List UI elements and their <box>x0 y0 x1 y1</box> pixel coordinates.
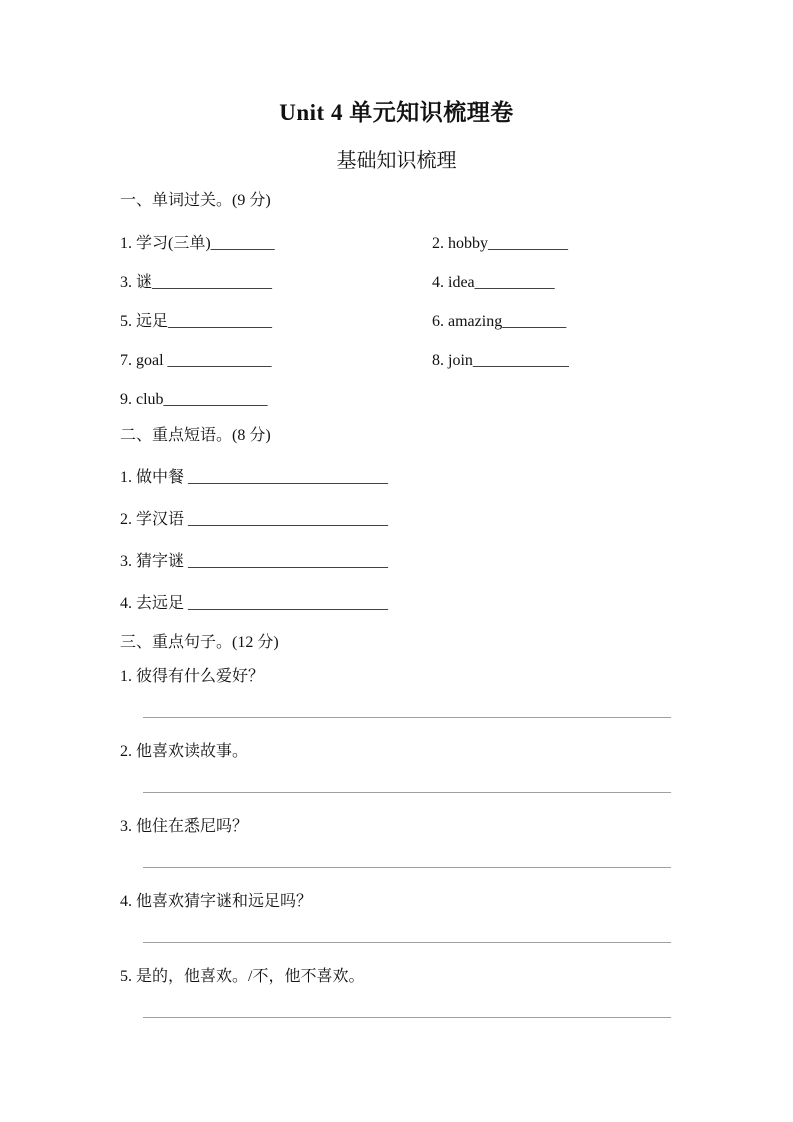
word-list <box>120 233 703 411</box>
word-item-4: 4. idea__________ <box>432 274 555 291</box>
phrase-item-3: 3. 猜字谜 _________________________ <box>120 553 389 570</box>
word-item-5: 5. 远足_____________ <box>120 313 273 330</box>
question-2: 2. 他喜欢读故事。 <box>120 743 249 760</box>
page-title: Unit 4 单元知识梳理卷 <box>279 100 514 125</box>
word-item-6: 6. amazing________ <box>432 313 567 330</box>
answer-line-3: __________________________________________________________________ <box>143 853 671 870</box>
answer-line-5: __________________________________________________________________ <box>143 1003 671 1020</box>
phrase-item-1: 1. 做中餐 _________________________ <box>120 469 389 486</box>
phrase-item-2: 2. 学汉语 _________________________ <box>120 511 389 528</box>
section2-heading: 二、重点短语。(8 分) <box>120 427 271 444</box>
page-subtitle: 基础知识梳理 <box>336 150 457 172</box>
word-item-2: 2. hobby__________ <box>432 235 568 252</box>
word-item-7: 7. goal _____________ <box>120 352 272 369</box>
phrase-item-4: 4. 去远足 _________________________ <box>120 595 389 612</box>
worksheet-content <box>120 190 703 1023</box>
section1-heading: 一、单词过关。(9 分) <box>120 192 271 209</box>
word-item-8: 8. join____________ <box>432 352 569 369</box>
word-item-3: 3. 谜_______________ <box>120 274 273 291</box>
section3-heading: 三、重点句子。(12 分) <box>120 634 279 651</box>
word-item-1: 1. 学习(三单)________ <box>120 235 275 252</box>
question-1: 1. 彼得有什么爱好？ <box>120 668 265 685</box>
answer-line-2: __________________________________________________________________ <box>143 778 671 795</box>
question-5: 5. 是的，他喜欢。/不，他不喜欢。 <box>120 968 365 985</box>
question-3: 3. 他住在悉尼吗？ <box>120 818 249 835</box>
word-item-9: 9. club_____________ <box>120 391 268 408</box>
answer-line-4: __________________________________________________________________ <box>143 928 671 945</box>
answer-line-1: __________________________________________________________________ <box>143 703 671 720</box>
question-4: 4. 他喜欢猜字谜和远足吗？ <box>120 893 313 910</box>
